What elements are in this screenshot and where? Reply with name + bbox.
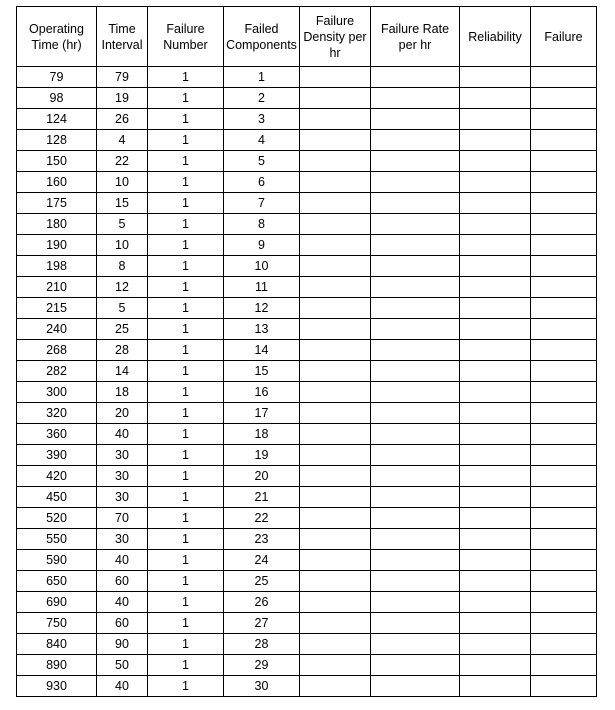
header-reliability: Reliability [460, 7, 531, 67]
operating-time-cell: 690 [17, 592, 97, 613]
failed-components-cell: 4 [224, 130, 300, 151]
failure-rate-cell[interactable] [371, 319, 460, 340]
operating-time-cell: 180 [17, 214, 97, 235]
failed-components-cell: 17 [224, 403, 300, 424]
operating-time-cell: 210 [17, 277, 97, 298]
reliability-cell[interactable] [460, 130, 531, 151]
failure-number-cell: 1 [148, 571, 224, 592]
failure-density-cell[interactable] [300, 655, 371, 676]
failure-cell[interactable] [531, 109, 597, 130]
failed-components-cell: 18 [224, 424, 300, 445]
failure-number-cell: 1 [148, 172, 224, 193]
operating-time-cell: 124 [17, 109, 97, 130]
failure-density-cell[interactable] [300, 529, 371, 550]
table-row [17, 67, 597, 88]
failure-density-cell[interactable] [300, 172, 371, 193]
table-row [17, 487, 597, 508]
failure-number-cell: 1 [148, 256, 224, 277]
time-interval-cell: 30 [97, 466, 148, 487]
reliability-cell[interactable] [460, 298, 531, 319]
failure-cell[interactable] [531, 403, 597, 424]
failure-cell[interactable] [531, 214, 597, 235]
failure-cell[interactable] [531, 613, 597, 634]
table-row [17, 214, 597, 235]
failed-components-cell: 3 [224, 109, 300, 130]
failure-number-cell: 1 [148, 298, 224, 319]
failure-rate-cell[interactable] [371, 529, 460, 550]
table-row [17, 529, 597, 550]
table-row [17, 676, 597, 697]
failure-cell[interactable] [531, 676, 597, 697]
reliability-cell[interactable] [460, 235, 531, 256]
failed-components-cell: 21 [224, 487, 300, 508]
time-interval-cell: 5 [97, 214, 148, 235]
time-interval-cell: 70 [97, 508, 148, 529]
failure-number-cell: 1 [148, 550, 224, 571]
failure-rate-cell[interactable] [371, 361, 460, 382]
operating-time-cell: 930 [17, 676, 97, 697]
time-interval-cell: 15 [97, 193, 148, 214]
failure-number-cell: 1 [148, 361, 224, 382]
reliability-cell[interactable] [460, 403, 531, 424]
reliability-cell[interactable] [460, 613, 531, 634]
time-interval-cell: 40 [97, 424, 148, 445]
reliability-cell[interactable] [460, 445, 531, 466]
failure-cell[interactable] [531, 466, 597, 487]
failure-number-cell: 1 [148, 445, 224, 466]
failed-components-cell: 9 [224, 235, 300, 256]
failure-rate-cell[interactable] [371, 676, 460, 697]
failure-rate-cell[interactable] [371, 235, 460, 256]
header-failure-number: Failure Number [148, 7, 224, 67]
failure-rate-cell[interactable] [371, 382, 460, 403]
table-row [17, 403, 597, 424]
header-failure-rate: Failure Rate per hr [371, 7, 460, 67]
operating-time-cell: 550 [17, 529, 97, 550]
failure-cell[interactable] [531, 592, 597, 613]
reliability-cell[interactable] [460, 109, 531, 130]
failed-components-cell: 24 [224, 550, 300, 571]
reliability-cell[interactable] [460, 571, 531, 592]
table-row [17, 193, 597, 214]
reliability-cell[interactable] [460, 214, 531, 235]
failure-density-cell[interactable] [300, 88, 371, 109]
operating-time-cell: 890 [17, 655, 97, 676]
time-interval-cell: 40 [97, 550, 148, 571]
time-interval-cell: 12 [97, 277, 148, 298]
table-row [17, 466, 597, 487]
failure-density-cell[interactable] [300, 550, 371, 571]
failure-number-cell: 1 [148, 88, 224, 109]
reliability-cell[interactable] [460, 550, 531, 571]
time-interval-cell: 26 [97, 109, 148, 130]
reliability-cell[interactable] [460, 340, 531, 361]
failed-components-cell: 13 [224, 319, 300, 340]
failure-number-cell: 1 [148, 424, 224, 445]
time-interval-cell: 8 [97, 256, 148, 277]
operating-time-cell: 360 [17, 424, 97, 445]
failure-cell[interactable] [531, 529, 597, 550]
time-interval-cell: 18 [97, 382, 148, 403]
reliability-cell[interactable] [460, 256, 531, 277]
failed-components-cell: 25 [224, 571, 300, 592]
failure-number-cell: 1 [148, 340, 224, 361]
failed-components-cell: 16 [224, 382, 300, 403]
operating-time-cell: 268 [17, 340, 97, 361]
failure-rate-cell[interactable] [371, 445, 460, 466]
reliability-worksheet [16, 6, 597, 697]
reliability-cell[interactable] [460, 88, 531, 109]
failed-components-cell: 5 [224, 151, 300, 172]
failure-density-cell[interactable] [300, 361, 371, 382]
failure-rate-cell[interactable] [371, 424, 460, 445]
table-row [17, 151, 597, 172]
failure-density-cell[interactable] [300, 487, 371, 508]
operating-time-cell: 79 [17, 67, 97, 88]
failure-number-cell: 1 [148, 655, 224, 676]
table-row [17, 613, 597, 634]
failed-components-cell: 20 [224, 466, 300, 487]
table-row [17, 382, 597, 403]
failure-cell[interactable] [531, 487, 597, 508]
failure-density-cell[interactable] [300, 592, 371, 613]
table-row [17, 424, 597, 445]
failure-rate-cell[interactable] [371, 466, 460, 487]
failed-components-cell: 8 [224, 214, 300, 235]
operating-time-cell: 215 [17, 298, 97, 319]
operating-time-cell: 390 [17, 445, 97, 466]
failure-density-cell[interactable] [300, 508, 371, 529]
time-interval-cell: 90 [97, 634, 148, 655]
failure-number-cell: 1 [148, 214, 224, 235]
failure-cell[interactable] [531, 298, 597, 319]
reliability-cell[interactable] [460, 655, 531, 676]
operating-time-cell: 190 [17, 235, 97, 256]
failure-cell[interactable] [531, 382, 597, 403]
failed-components-cell: 23 [224, 529, 300, 550]
failure-rate-cell[interactable] [371, 634, 460, 655]
failure-number-cell: 1 [148, 130, 224, 151]
failed-components-cell: 27 [224, 613, 300, 634]
failure-rate-cell[interactable] [371, 277, 460, 298]
failure-density-cell[interactable] [300, 277, 371, 298]
table-row [17, 235, 597, 256]
failed-components-cell: 12 [224, 298, 300, 319]
time-interval-cell: 22 [97, 151, 148, 172]
reliability-cell[interactable] [460, 529, 531, 550]
operating-time-cell: 98 [17, 88, 97, 109]
failure-cell[interactable] [531, 235, 597, 256]
failure-rate-cell[interactable] [371, 130, 460, 151]
reliability-cell[interactable] [460, 382, 531, 403]
failure-density-cell[interactable] [300, 151, 371, 172]
failure-number-cell: 1 [148, 109, 224, 130]
table-row [17, 340, 597, 361]
failure-cell[interactable] [531, 172, 597, 193]
failure-rate-cell[interactable] [371, 88, 460, 109]
failure-density-cell[interactable] [300, 193, 371, 214]
failure-density-cell[interactable] [300, 319, 371, 340]
failure-density-cell[interactable] [300, 298, 371, 319]
time-interval-cell: 19 [97, 88, 148, 109]
table-row [17, 298, 597, 319]
operating-time-cell: 198 [17, 256, 97, 277]
failure-cell[interactable] [531, 193, 597, 214]
time-interval-cell: 10 [97, 235, 148, 256]
failure-rate-cell[interactable] [371, 172, 460, 193]
table-row [17, 571, 597, 592]
failure-cell[interactable] [531, 151, 597, 172]
failed-components-cell: 15 [224, 361, 300, 382]
header-operating-time: Operating Time (hr) [17, 7, 97, 67]
failure-rate-cell[interactable] [371, 403, 460, 424]
failure-cell[interactable] [531, 361, 597, 382]
failure-density-cell[interactable] [300, 466, 371, 487]
header-failure-density: Failure Density per hr [300, 7, 371, 67]
failure-density-cell[interactable] [300, 613, 371, 634]
failure-rate-cell[interactable] [371, 340, 460, 361]
time-interval-cell: 60 [97, 613, 148, 634]
failure-number-cell: 1 [148, 277, 224, 298]
failure-rate-cell[interactable] [371, 592, 460, 613]
failure-cell[interactable] [531, 424, 597, 445]
table-row [17, 130, 597, 151]
operating-time-cell: 160 [17, 172, 97, 193]
failure-number-cell: 1 [148, 634, 224, 655]
time-interval-cell: 30 [97, 487, 148, 508]
operating-time-cell: 420 [17, 466, 97, 487]
failure-density-cell[interactable] [300, 676, 371, 697]
failure-number-cell: 1 [148, 466, 224, 487]
failure-rate-cell[interactable] [371, 193, 460, 214]
failure-cell[interactable] [531, 655, 597, 676]
reliability-cell[interactable] [460, 634, 531, 655]
failure-density-cell[interactable] [300, 235, 371, 256]
failure-rate-cell[interactable] [371, 487, 460, 508]
failure-density-cell[interactable] [300, 634, 371, 655]
time-interval-cell: 30 [97, 445, 148, 466]
table-row [17, 319, 597, 340]
time-interval-cell: 60 [97, 571, 148, 592]
table-row [17, 109, 597, 130]
failure-number-cell: 1 [148, 676, 224, 697]
failure-cell[interactable] [531, 340, 597, 361]
failure-number-cell: 1 [148, 403, 224, 424]
reliability-cell[interactable] [460, 466, 531, 487]
failure-number-cell: 1 [148, 319, 224, 340]
reliability-cell[interactable] [460, 67, 531, 88]
failed-components-cell: 2 [224, 88, 300, 109]
failure-number-cell: 1 [148, 67, 224, 88]
failure-rate-cell[interactable] [371, 571, 460, 592]
operating-time-cell: 650 [17, 571, 97, 592]
table-row [17, 655, 597, 676]
failure-cell[interactable] [531, 571, 597, 592]
failure-number-cell: 1 [148, 235, 224, 256]
reliability-cell[interactable] [460, 508, 531, 529]
failed-components-cell: 29 [224, 655, 300, 676]
failure-rate-cell[interactable] [371, 655, 460, 676]
table-row [17, 550, 597, 571]
time-interval-cell: 30 [97, 529, 148, 550]
reliability-cell[interactable] [460, 592, 531, 613]
failure-cell[interactable] [531, 634, 597, 655]
header-row [17, 7, 597, 67]
time-interval-cell: 40 [97, 676, 148, 697]
failure-number-cell: 1 [148, 592, 224, 613]
failure-density-cell[interactable] [300, 382, 371, 403]
failed-components-cell: 7 [224, 193, 300, 214]
failure-density-cell[interactable] [300, 424, 371, 445]
failure-density-cell[interactable] [300, 445, 371, 466]
failure-cell[interactable] [531, 445, 597, 466]
operating-time-cell: 282 [17, 361, 97, 382]
table-row [17, 361, 597, 382]
reliability-cell[interactable] [460, 319, 531, 340]
failed-components-cell: 11 [224, 277, 300, 298]
time-interval-cell: 20 [97, 403, 148, 424]
table-row [17, 592, 597, 613]
failure-number-cell: 1 [148, 529, 224, 550]
reliability-cell[interactable] [460, 424, 531, 445]
failure-rate-cell[interactable] [371, 214, 460, 235]
time-interval-cell: 25 [97, 319, 148, 340]
table-row [17, 634, 597, 655]
failed-components-cell: 22 [224, 508, 300, 529]
time-interval-cell: 28 [97, 340, 148, 361]
failure-cell[interactable] [531, 319, 597, 340]
failure-rate-cell[interactable] [371, 67, 460, 88]
failure-number-cell: 1 [148, 508, 224, 529]
failed-components-cell: 1 [224, 67, 300, 88]
time-interval-cell: 50 [97, 655, 148, 676]
failure-number-cell: 1 [148, 613, 224, 634]
failure-rate-cell[interactable] [371, 298, 460, 319]
failure-data-table [16, 6, 597, 697]
failure-rate-cell[interactable] [371, 550, 460, 571]
failure-density-cell[interactable] [300, 571, 371, 592]
failure-cell[interactable] [531, 256, 597, 277]
failed-components-cell: 6 [224, 172, 300, 193]
table-row [17, 172, 597, 193]
time-interval-cell: 10 [97, 172, 148, 193]
operating-time-cell: 128 [17, 130, 97, 151]
reliability-cell[interactable] [460, 151, 531, 172]
operating-time-cell: 450 [17, 487, 97, 508]
failure-cell[interactable] [531, 67, 597, 88]
failed-components-cell: 19 [224, 445, 300, 466]
reliability-cell[interactable] [460, 277, 531, 298]
failure-density-cell[interactable] [300, 340, 371, 361]
operating-time-cell: 840 [17, 634, 97, 655]
failed-components-cell: 28 [224, 634, 300, 655]
time-interval-cell: 14 [97, 361, 148, 382]
table-body [17, 67, 597, 697]
failure-number-cell: 1 [148, 151, 224, 172]
reliability-cell[interactable] [460, 193, 531, 214]
failure-rate-cell[interactable] [371, 508, 460, 529]
failure-density-cell[interactable] [300, 67, 371, 88]
table-row [17, 88, 597, 109]
table-row [17, 445, 597, 466]
failed-components-cell: 10 [224, 256, 300, 277]
failure-number-cell: 1 [148, 487, 224, 508]
failure-cell[interactable] [531, 88, 597, 109]
failure-number-cell: 1 [148, 382, 224, 403]
operating-time-cell: 300 [17, 382, 97, 403]
reliability-cell[interactable] [460, 361, 531, 382]
failure-cell[interactable] [531, 277, 597, 298]
failure-rate-cell[interactable] [371, 256, 460, 277]
operating-time-cell: 520 [17, 508, 97, 529]
failure-density-cell[interactable] [300, 403, 371, 424]
reliability-cell[interactable] [460, 172, 531, 193]
operating-time-cell: 320 [17, 403, 97, 424]
failure-rate-cell[interactable] [371, 109, 460, 130]
failure-number-cell: 1 [148, 193, 224, 214]
operating-time-cell: 750 [17, 613, 97, 634]
operating-time-cell: 240 [17, 319, 97, 340]
table-row [17, 508, 597, 529]
failure-cell[interactable] [531, 550, 597, 571]
failure-cell[interactable] [531, 130, 597, 151]
time-interval-cell: 5 [97, 298, 148, 319]
failed-components-cell: 14 [224, 340, 300, 361]
operating-time-cell: 150 [17, 151, 97, 172]
header-failed-components: Failed Components [224, 7, 300, 67]
failed-components-cell: 30 [224, 676, 300, 697]
failure-rate-cell[interactable] [371, 613, 460, 634]
failure-density-cell[interactable] [300, 256, 371, 277]
failure-density-cell[interactable] [300, 130, 371, 151]
failure-rate-cell[interactable] [371, 151, 460, 172]
operating-time-cell: 175 [17, 193, 97, 214]
failure-cell[interactable] [531, 508, 597, 529]
time-interval-cell: 79 [97, 67, 148, 88]
reliability-cell[interactable] [460, 487, 531, 508]
failed-components-cell: 26 [224, 592, 300, 613]
table-row [17, 256, 597, 277]
failure-density-cell[interactable] [300, 109, 371, 130]
operating-time-cell: 590 [17, 550, 97, 571]
time-interval-cell: 40 [97, 592, 148, 613]
failure-density-cell[interactable] [300, 214, 371, 235]
reliability-cell[interactable] [460, 676, 531, 697]
time-interval-cell: 4 [97, 130, 148, 151]
table-row [17, 277, 597, 298]
header-failure: Failure [531, 7, 597, 67]
header-time-interval: Time Interval [97, 7, 148, 67]
